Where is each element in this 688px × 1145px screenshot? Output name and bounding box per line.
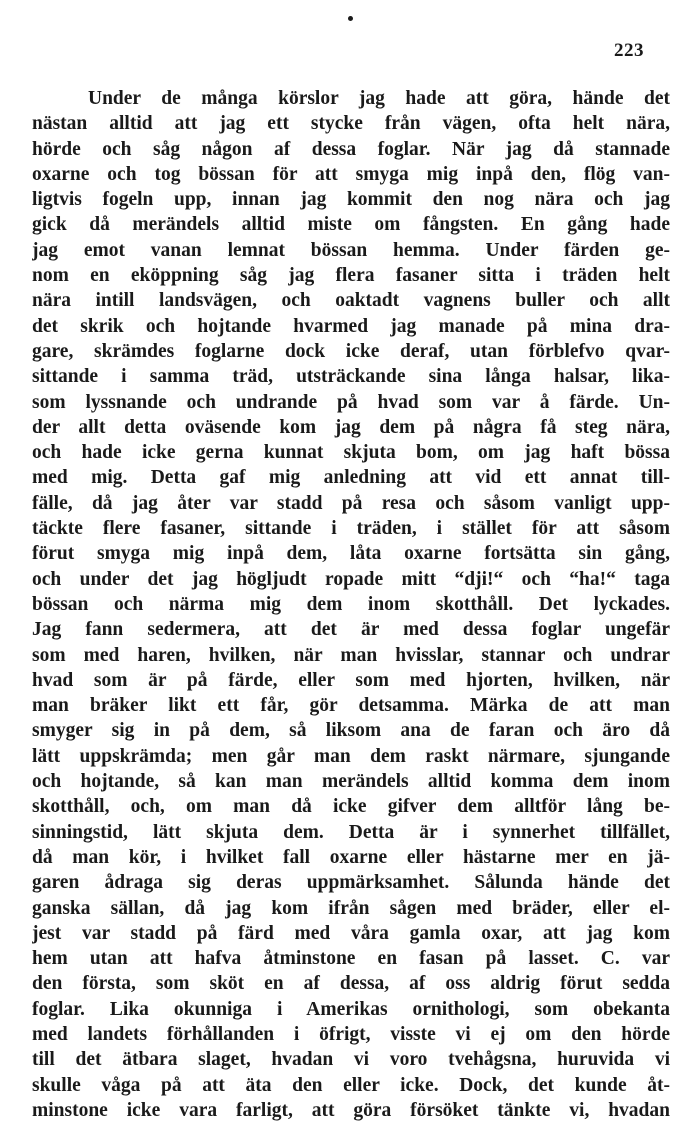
text-line: och under det jag högljudt ropade mitt “dji!“ och “ha!“ taga	[32, 568, 670, 590]
text-line: med mig. Detta gaf mig anledning att vid ett annat till-	[32, 467, 670, 489]
text-line: skotthåll, och, om man då icke gifver dem alltför lång be-	[32, 796, 670, 818]
text-line: då man kör, i hvilket fall oxarne eller hästarne mer en jä-	[32, 846, 670, 868]
text-line: ganska sällan, då jag kom ifrån sågen med bräder, eller el-	[32, 897, 670, 919]
text-line: man bräker likt ett får, gör detsamma. Märka de att man	[32, 695, 670, 717]
text-line: och hade icke gerna kunnat skjuta bom, om jag haft bössa	[32, 442, 670, 464]
text-line: hörde och såg någon af dessa foglar. När jag då stannade	[32, 138, 670, 160]
text-line: nästan alltid att jag ett stycke från vägen, ofta helt nära,	[32, 113, 670, 135]
text-line: hem utan att hafva åtminstone en fasan på lasset. C. var	[32, 948, 670, 970]
text-line: den första, som sköt en af dessa, af oss aldrig förut sedda	[32, 973, 670, 995]
text-line: och hojtande, så kan man merändels alltid komma dem inom	[32, 771, 670, 793]
text-line: täckte flere fasaner, sittande i träden, i stället för att såsom	[32, 518, 670, 540]
text-line: som med haren, hvilken, när man hvisslar, stannar och undrar	[32, 644, 670, 666]
text-line: sinningstid, lätt skjuta dem. Detta är i synnerhet tillfället,	[32, 821, 670, 843]
text-line: jag emot vanan lemnat bössan hemma. Under färden ge-	[32, 239, 670, 261]
body-text	[32, 86, 670, 1123]
text-line: till det ätbara slaget, hvadan vi voro tvehågsna, huruvida vi	[32, 1049, 670, 1071]
text-line: med landets förhållanden i öfrigt, visste vi ej om den hörde	[32, 1023, 670, 1045]
text-line: jest var stadd på färd med våra gamla oxar, att jag kom	[32, 922, 670, 944]
text-line: nom en eköppning såg jag flera fasaner sitta i träden helt	[32, 265, 670, 287]
text-line: der allt detta oväsende kom jag dem på några få steg nära,	[32, 416, 670, 438]
text-line: ligtvis fogeln upp, innan jag kommit den nog nära och jag	[32, 189, 670, 211]
text-line: hvad som är på färde, eller som med hjorten, hvilken, när	[32, 669, 670, 691]
text-line: nära intill landsvägen, och oaktadt vagnens buller och allt	[32, 290, 670, 312]
text-line: bössan och närma mig dem inom skotthåll. Det lyckades.	[32, 593, 670, 615]
text-line: Jag fann sedermera, att det är med dessa foglar ungefär	[32, 619, 670, 641]
text-line: garen ådraga sig deras uppmärksamhet. Sålunda hände det	[32, 872, 670, 894]
text-line: minstone icke vara farligt, att göra försöket tänkte vi, hvadan	[32, 1099, 670, 1121]
text-line: det skrik och hojtande hvarmed jag manade på mina dra-	[32, 315, 670, 337]
text-line: som lyssnande och undrande på hvad som var å färde. Un-	[32, 391, 670, 413]
text-line: skulle våga på att äta den eller icke. Dock, det kunde åt-	[32, 1074, 670, 1096]
text-line: foglar. Lika okunniga i Amerikas ornithologi, som obekanta	[32, 998, 670, 1020]
text-line: sittande i samma träd, utsträckande sina långa halsar, lika-	[32, 366, 670, 388]
text-line: gare, skrämdes foglarne dock icke deraf, utan förblefvo qvar-	[32, 340, 670, 362]
text-line: gick då merändels alltid miste om fångsten. En gång hade	[32, 214, 670, 236]
text-line: oxarne och tog bössan för att smyga mig inpå den, flög van-	[32, 163, 670, 185]
text-line: fälle, då jag åter var stadd på resa och såsom vanligt upp-	[32, 492, 670, 514]
text-line: smyger sig in på dem, så liksom ana de faran och äro då	[32, 720, 670, 742]
text-line: Under de många körslor jag hade att göra, hände det	[88, 88, 670, 109]
page-number: 223	[614, 40, 644, 61]
text-line: förut smyga mig inpå dem, låta oxarne fortsätta sin gång,	[32, 543, 670, 565]
text-line: lätt uppskrämda; men går man dem raskt närmare, sjungande	[32, 745, 670, 767]
print-mark-dot	[348, 16, 353, 21]
